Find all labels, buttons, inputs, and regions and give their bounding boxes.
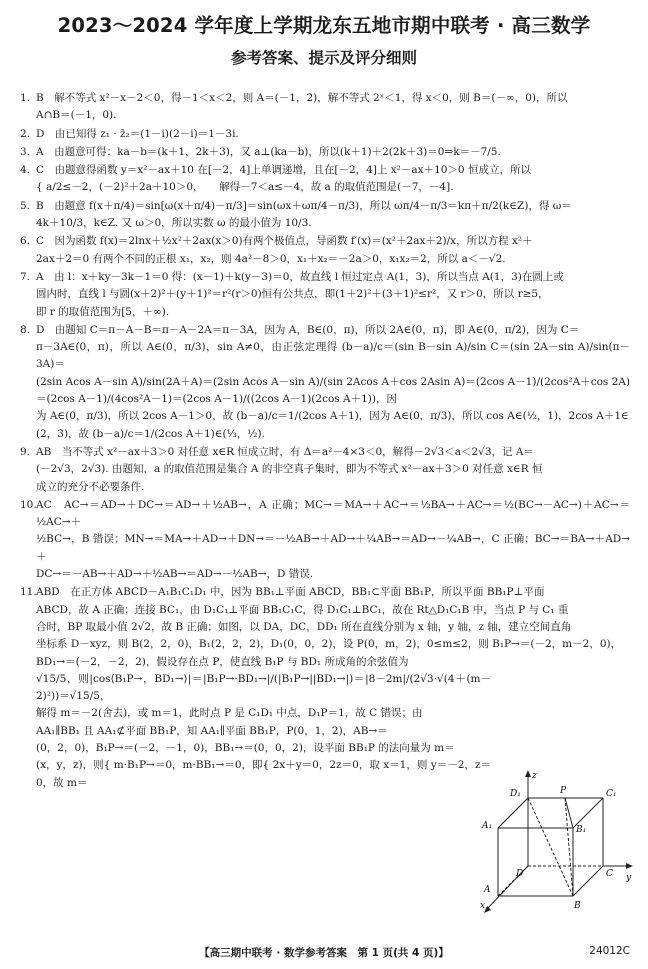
cube-figure [478,768,636,920]
page-title: 2023～2024 学年度上学期龙东五地市期中联考 · 高三数学 [57,14,591,37]
label-y: y [626,873,632,883]
answer-item-4: 4. C 由题意得函数 y＝x²－ax＋10 在[－2，4]上单调递增，且在[－2，4]上 x²－ax＋10＞0 恒成立，所以 { a/2≤－2，(－2)²＋2a＋10＞0， 解得－7＜a≤－4，故 a 的取值范围是(－7，－4]. [20,164,531,194]
label-C1: C₁ [606,789,617,799]
answer-item-6: 6. C 因为函数 f(x)＝2lnx＋½x²＋2ax(x＞0)有两个极值点，导函数 f′(x)＝(x²＋2ax＋2)/x，所以方程 x²＋ 2ax＋2＝0 有两个不同的正根 x₁，x₂，则 4a²－8＞0，x₁＋x₂＝－2a＞0，x₁x₂＝2，所以 a＜－√2. [20,235,533,265]
label-P: P [560,786,567,796]
answer-item-2: 2. D 由已知得 z₁ · z̄₂＝(1－i)(2－i)＝1－3i. [20,127,239,140]
page-subtitle: 参考答案、提示及评分细则 [230,49,417,67]
answer-item-8: 8. D 由题知 C＝π－A－B＝π－A－2A＝π－3A，因为 A，B∈(0，π)，所以 2A∈(0，π)，即 A∈(0，π/2)，因为 C＝ π－3A∈(0，π)，所以 A∈(0，π/3)，sin A≠0，由正弦定理得 (b－a)/c＝(sin B－sin A)/sin C＝(sin 2A－sin A)/sin(π－3A)＝ (2sin Acos A－sin A)/sin(2A＋A)＝(2sin Acos A－sin A)/(sin 2Acos A＋cos 2Asin A)＝(2cos A－1)/(2cos²A＋cos 2A)＝(2cos A－1)/(4cos²A－1)＝(2cos A－1)/((2cos A－1)(2cos A＋1))，因 为 A∈(0，π/3)，所以 2cos A－1＞0，故 (b－a)/c＝1/(2cos A＋1)，因为 A∈(0，π/3)，所以 cos A∈(½，1)，2cos A＋1∈ (2，3)，故 (b－a)/c＝1/(2cos A＋1)∈(⅓，½). [20,323,630,440]
answer-item-9: 9. AB 当不等式 x²－ax＋3＞0 对任意 x∈R 恒成立时，有 Δ＝a²－4×3＜0，解得－2√3＜a＜2√3，记 A＝ (－2√3，2√3). 由题知，a 的取值范围是集合 A 的非空真子集时，即为不等式 x²－ax＋3＞0 对任意 x∈R 恒 成立的充分不必要条件. [20,445,543,493]
label-B: B [574,901,581,911]
document-code: 24012C [589,945,630,957]
label-D: D [516,869,524,879]
answer-item-3: 3. A 由题意可得：ka－b＝(k＋1，2k＋3)，又 a⊥(ka－b)，所以(k＋1)＋2(2k＋3)＝0⇒k＝－7/5. [20,145,501,158]
answer-item-11: 11. ABD 在正方体 ABCD－A₁B₁C₁D₁ 中，因为 BB₁⊥平面 ABCD，BB₁⊂平面 BB₁P，所以平面 BB₁P⊥平面 ABCD，故 A 正确；连接 BC₁，由 D₁C₁⊥平面 BB₁C₁C，得 D₁C₁⊥BC₁，故在 Rt△D₁C₁B 中，当点 P 与 C₁ 重 合时，BP 取最小值 2√2，故 B 正确；如图，以 DA，DC，DD₁ 所在直线分别为 x 轴，y 轴，z 轴，建立空间直角 坐标系 D－xyz，则 B(2，2，0)，B₁(2，2，2)，D₁(0，0，2)，设 P(0，m，2)，0≤m≤2，则 B₁P→＝(－2，m－2，0)， BD₁→＝(－2，－2，2)，假设存在点 P，使直线 B₁P 与 BD₁ 所成角的余弦值为 √15/5，则|cos⟨B₁P→，BD₁→⟩|＝|B₁P→·BD₁→|/(|B₁P→||BD₁→|)＝|8－2m|/(2√3·√(4＋(m－2)²))＝√15/5， 解得 m＝－2(舍去)，或 m＝1，此时点 P 是 C₁D₁ 中点，D₁P＝1，故 C 错误；由 AA₁∥BB₁ 且 AA₁⊄平面 BB₁P，知 AA₁∥平面 BB₁P，P(0，1，2)，AB→＝ (0，2，0)，B₁P→＝(－2，－1，0)，BB₁→＝(0，0，2)，设平面 BB₁P 的法向量为 m＝ (x，y，z)，则{ m·B₁P→＝0，m·BB₁→＝0，即{ 2x＋y＝0，2z＝0，取 x＝1，则 y＝－2，z＝0，故 m＝ [20,586,622,789]
label-D1: D₁ [510,789,521,799]
page-footer: 【高三期中联考 · 数学参考答案 第 1 页(共 4 页)】 [199,947,449,959]
label-C: C [606,869,613,879]
label-B1: B₁ [576,825,587,835]
label-z: z [532,771,537,781]
label-A1: A₁ [482,821,493,831]
answer-item-10: 10. AC AC→＝AD→＋DC→＝AD→＋½AB→，A 正确；MC→＝MA→＋AC→＝½BA→＋AC→＝½(BC→－AC→)＋AC→＝½AC→＋ ½BC→，B 错误；MN→＝MA→＋AD→＋DN→＝－½AB→＋AD→＋¼AB→＝AD→－¼AB→，C 正确；BC→＝BA→＋AD→＋ DC→＝－AB→＋AD→＋½AB→＝AD→－½AB→，D 错误. [20,498,630,581]
answer-item-1: 1. B 解不等式 x²－x－2＜0，得－1＜x＜2，则 A＝(－1，2)，解不等式 2ˣ＜1，得 x＜0，则 B＝(－∞，0)，所以 A∩B＝(－1，0). [20,92,568,122]
answer-item-5: 5. B 由题意 f(x＋π/4)＝sin[ω(x＋π/4)－π/3]＝sin(ωx＋ωπ/4－π/3)，所以 ωπ/4－π/3＝kπ＋π/2(k∈Z)，得 ω＝ 4k＋10/3，k∈Z. 又 ω＞0，所以实数 ω 的最小值为 10/3. [20,199,572,230]
label-x: x [480,901,486,911]
answer-body [20,90,630,793]
answer-item-7: 7. A 由 l：x＋ky－3k－1＝0 得：(x－1)＋k(y－3)＝0，故直线 l 恒过定点 A(1，3)，所以当点 A(1，3)在圆上或 圆内时，直线 l 与圆(x＋2)²＋(y＋1)²＝r²(r＞0)恒有公共点，即(1＋2)²＋(3＋1)²≤r²，又 r＞0，所以 r≥5， 即 r 的取值范围为[5，＋∞). [20,270,564,318]
label-A: A [484,885,491,895]
